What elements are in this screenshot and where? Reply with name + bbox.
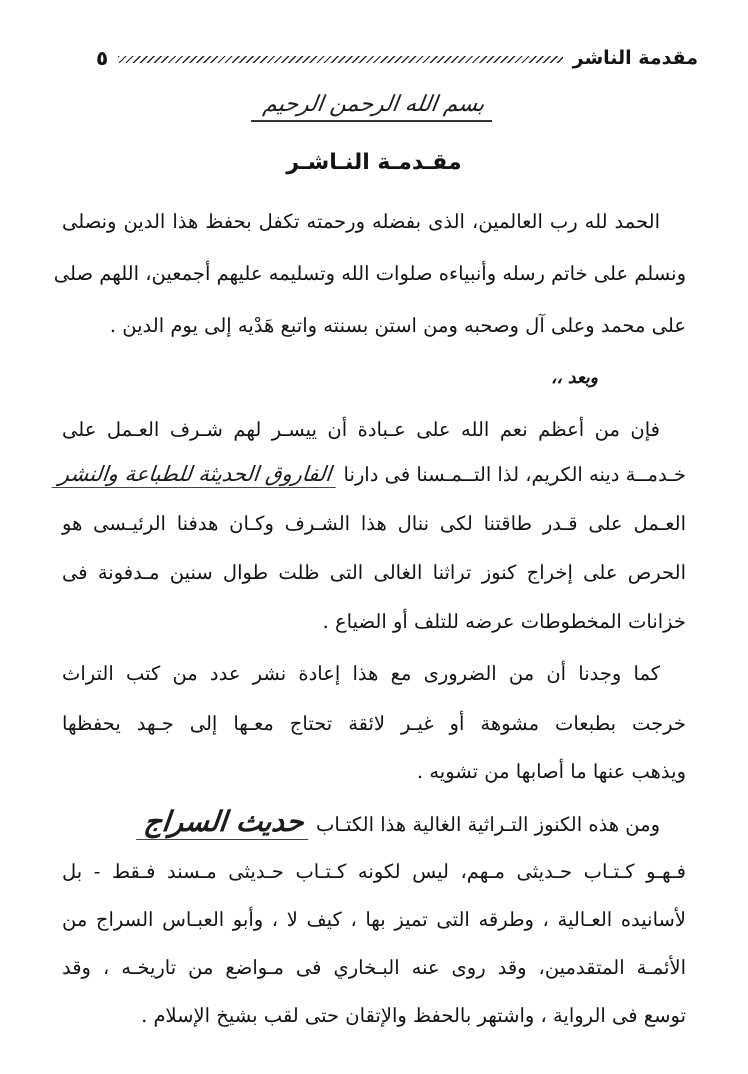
paragraph-line-with-logo [57, 462, 686, 488]
paragraph-line: خزانات المخطوطات عرضه للتلف أو الضياع . [322, 610, 686, 633]
paragraph-text: ومن هذه الكنوز التـراثية الغالية هذا الكتـاب [316, 813, 660, 836]
paragraph-line: العـمل على قـدر طاقتنا لكى ننال هذا الشـرف وكـان هدفنا الرئيـسى هو [62, 512, 686, 535]
paragraph-line: لأسانيده العـالية ، وطرقه التى تميز بها ، كيف لا ، وأبو العبـاس السراج من [62, 908, 686, 931]
paragraph-line: فـهـو كـتـاب حـديثى مـهم، ليس لكونه كـتـاب حـديثى مـسند فـقط - بل [62, 860, 686, 883]
paragraph-line: ونسلم على خاتم رسله وأنبياءه صلوات الله وتسليمه عليهم أجمعين، اللهم صلى [53, 262, 686, 285]
paragraph-line: الحمد لله رب العالمين، الذى بفضله ورحمته تكفل بحفظ هذا الدين ونصلى [62, 210, 660, 233]
book-title-calligraphy: حديث السراج [136, 805, 311, 840]
running-head-title: مقدمة الناشر [572, 47, 698, 69]
paragraph-line: فإن من أعظم نعم الله على عـبادة أن ييسـر لهم شـرف العـمل على [62, 418, 660, 441]
page-number: ٥ [96, 46, 109, 70]
paragraph-line: توسع فى الرواية ، واشتهر بالحفظ والإتقان حتى لقب بشيخ الإسلام . [141, 1004, 686, 1027]
page-heading: مقـدمـة النـاشـر [286, 150, 462, 175]
running-head-rule [118, 56, 562, 63]
paragraph-text: خـدمــة دينه الكريم، لذا التــمـسنا فى دارنا [343, 463, 686, 486]
paragraph-line: على محمد وعلى آل وصحبه ومن استن بسنته واتبع هَدْيه إلى يوم الدين . [109, 314, 686, 337]
paragraph-line: كما وجدنا أن من الضرورى مع هذا إعادة نشر عدد من كتب التراث [62, 662, 660, 685]
paragraph-line: خرجت بطبعات مشوهة أو غيـر لائقة تحتاج معـها إلى جـهد يحفظها [62, 712, 686, 735]
paragraph-line: الأئمـة المتقدمين، وقد روى عنه البـخاري فى مـواضع من تاريخـه ، وقد [62, 956, 686, 979]
publisher-logo-calligraphy: الفاروق الحديثة للطباعة والنشر [52, 462, 339, 488]
basmala-calligraphy [0, 92, 748, 122]
paragraph-line-with-title [62, 805, 660, 840]
paragraph-line: الحرص على إخراج كنوز تراثنا الغالى التى ظلت طوال سنين مـدفونة فى [62, 561, 686, 584]
running-head [96, 38, 698, 78]
wa-baad-subhead: وبعد ،، [551, 368, 598, 388]
paragraph-line: ويذهب عنها ما أصابها من تشويه . [416, 760, 686, 783]
basmala-text: بسم الله الرحمن الرحيم [251, 92, 496, 122]
